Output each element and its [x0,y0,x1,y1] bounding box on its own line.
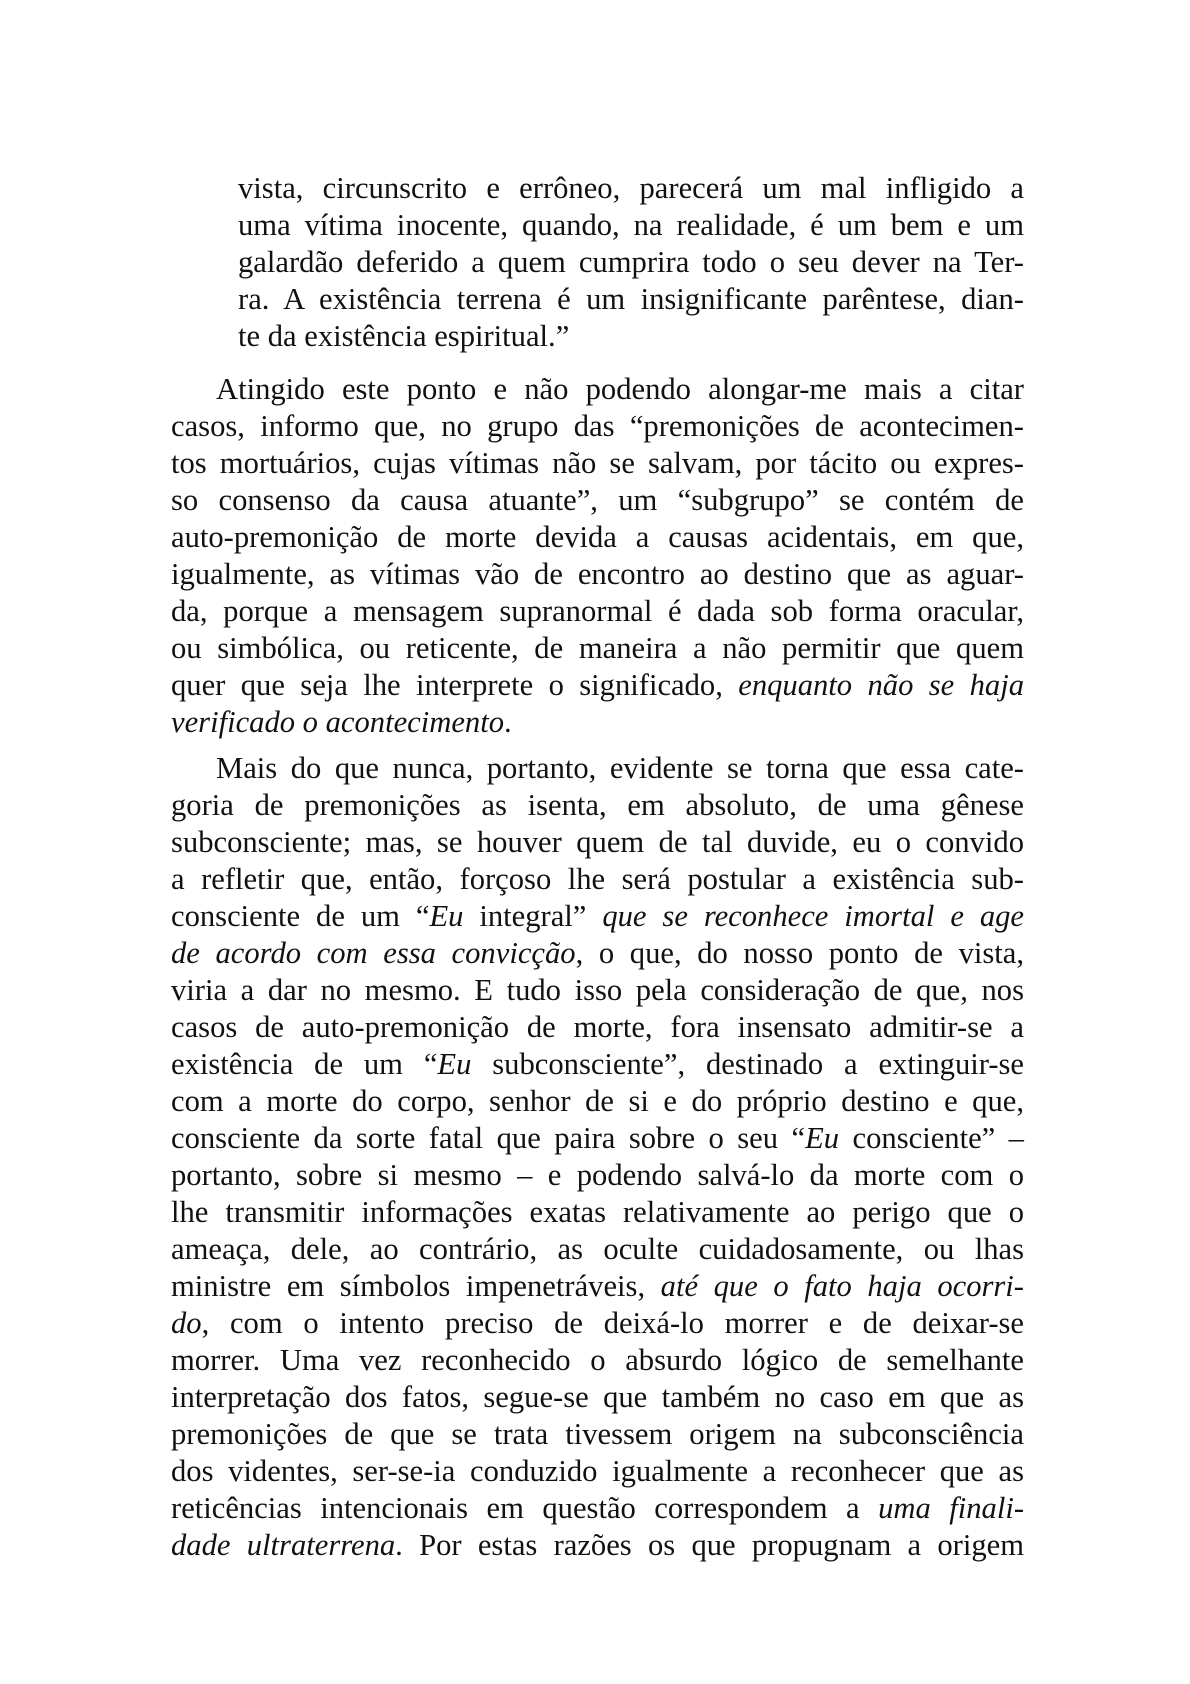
text-run: . [504,705,512,739]
paragraph-line: interpretação dos fatos, segue-se que também no caso em que as [171,1380,1024,1414]
quote-line: vista, circunscrito e errôneo, parecerá um mal infligido a [238,171,1024,205]
quote-line: galardão deferido a quem cumprira todo o seu dever na Ter- [238,245,1024,279]
quote-line: uma vítima inocente, quando, na realidade, é um bem e um [238,208,1024,242]
paragraph-line: subconsciente; mas, se houver quem de tal duvide, eu o convido [171,825,1024,859]
text-run: consciente” – [839,1121,1024,1155]
paragraph-1 [171,371,1024,741]
text-run: existência de um “ [171,1047,438,1081]
italic-run: Eu [429,899,464,933]
quote-line: ra. A existência terrena é um insignificante parêntese, dian- [238,282,1024,316]
paragraph-line [171,1046,1024,1083]
italic-run: enquanto não se haja [738,668,1024,702]
paragraph-line: casos, informo que, no grupo das “premonições de acontecimen- [171,409,1024,443]
paragraph-2 [171,750,1024,1564]
paragraph-line [171,1490,1024,1527]
paragraph-line [171,1268,1024,1305]
text-run: . Por estas razões os que propugnam a origem [395,1528,1025,1562]
paragraph-line: goria de premonições as isenta, em absoluto, de uma gênese [171,788,1024,822]
italic-run: dade ultraterrena [171,1528,396,1562]
paragraph-spacer [171,741,1024,750]
text-run: subconsciente”, destinado a extinguir-se [471,1047,1025,1081]
paragraph-line: ameaça, dele, ao contrário, as oculte cuidadosamente, ou lhas [171,1232,1024,1266]
paragraph-line: tos mortuários, cujas vítimas não se salvam, por tácito ou expres- [171,446,1024,480]
text-run: integral” [463,899,603,933]
italic-run: de acordo com essa convicção [171,936,576,970]
paragraph-line [171,935,1024,972]
paragraph-line [171,898,1024,935]
paragraph-line [171,704,1024,741]
paragraph-line: morrer. Uma vez reconhecido o absurdo lógico de semelhante [171,1343,1024,1377]
text-run: consciente de um “ [171,899,430,933]
paragraph-line: com a morte do corpo, senhor de si e do próprio destino e que, [171,1084,1024,1118]
text-run: quer que seja lhe interprete o significado, [171,668,739,702]
paragraph-line: premonições de que se trata tivessem origem na subconsciência [171,1417,1024,1451]
paragraph-line [171,667,1024,704]
paragraph-line: casos de auto-premonição de morte, fora insensato admitir-se a [171,1010,1024,1044]
text-run: consciente da sorte fatal que paira sobre o seu “ [171,1121,806,1155]
text-run: reticências intencionais em questão correspondem a [171,1491,879,1525]
paragraph-line: dos videntes, ser-se-ia conduzido igualmente a reconhecer que as [171,1454,1024,1488]
italic-run: Eu [437,1047,472,1081]
block-quote [238,170,1024,355]
paragraph-line: ou simbólica, ou reticente, de maneira a não permitir que quem [171,631,1024,665]
paragraph-line: viria a dar no mesmo. E tudo isso pela consideração de que, nos [171,973,1024,1007]
text-run: , com o intento preciso de deixá-lo morrer e de deixar-se [201,1306,1024,1340]
italic-run: do [171,1306,202,1340]
paragraph-line: a refletir que, então, forçoso lhe será postular a existência sub- [171,862,1024,896]
italic-run: até que o fato haja ocorri- [660,1269,1024,1303]
body-text [171,371,1024,1564]
italic-run: que se reconhece imortal e age [602,899,1024,933]
paragraph-line [171,1120,1024,1157]
italic-run: uma finali- [878,1491,1025,1525]
paragraph-line: da, porque a mensagem supranormal é dada sob forma oracular, [171,594,1024,628]
paragraph-line [171,1527,1024,1564]
paragraph-line [171,1305,1024,1342]
paragraph-line: lhe transmitir informações exatas relativamente ao perigo que o [171,1195,1024,1229]
paragraph-line: igualmente, as vítimas vão de encontro ao destino que as aguar- [171,557,1024,591]
italic-run: verificado o acontecimento [171,705,505,739]
paragraph-line: Atingido este ponto e não podendo alongar-me mais a citar [216,372,1024,406]
text-run: ministre em símbolos impenetráveis, [171,1269,661,1303]
paragraph-line: portanto, sobre si mesmo – e podendo salvá-lo da morte com o [171,1158,1024,1192]
paragraph-line: Mais do que nunca, portanto, evidente se torna que essa cate- [216,751,1024,785]
quote-line: te da existência espiritual.” [238,319,570,353]
paragraph-line: so consenso da causa atuante”, um “subgrupo” se contém de [171,483,1024,517]
paragraph-line: auto-premonição de morte devida a causas acidentais, em que, [171,520,1024,554]
italic-run: Eu [805,1121,840,1155]
text-run: , o que, do nosso ponto de vista, [575,936,1024,970]
